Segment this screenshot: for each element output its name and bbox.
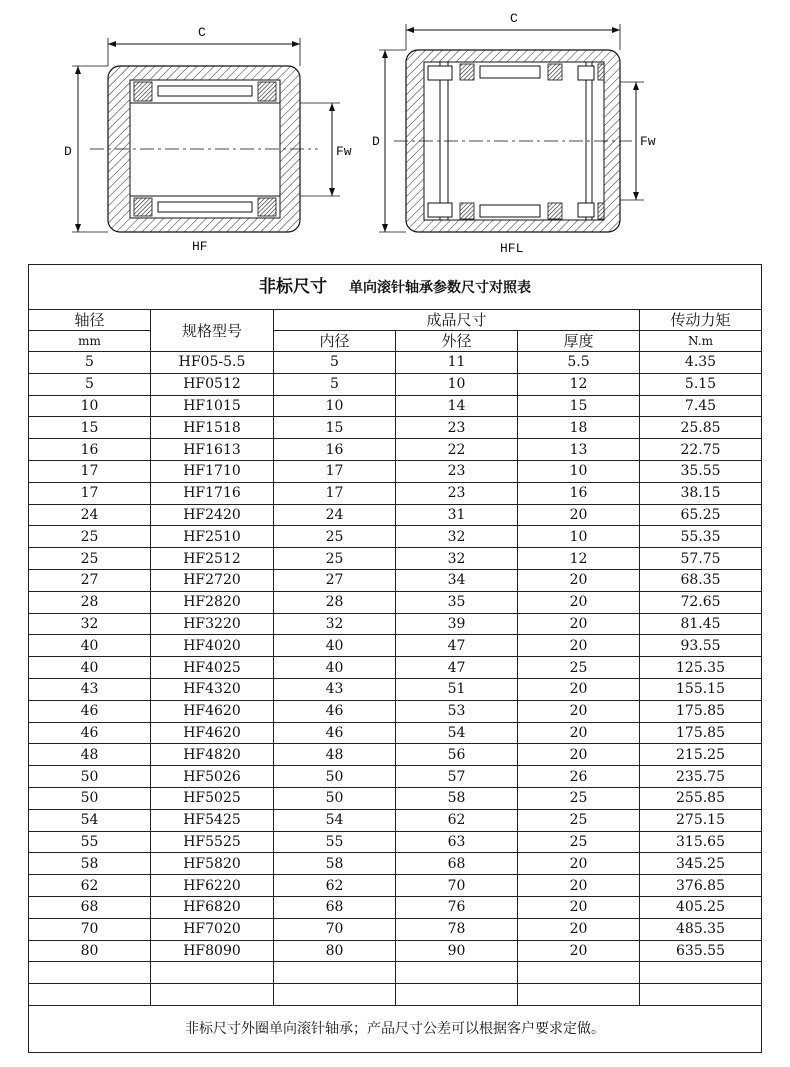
- cell-shaft: 62: [29, 875, 151, 897]
- cell-inner: 17: [274, 460, 396, 482]
- cell-shaft: 68: [29, 896, 151, 918]
- empty-cell: [640, 984, 762, 1006]
- cell-shaft: 54: [29, 809, 151, 831]
- cell-thickness: 25: [518, 809, 640, 831]
- cell-model: HF2512: [151, 548, 274, 570]
- cell-thickness: 18: [518, 417, 640, 439]
- table-row: [29, 787, 762, 809]
- cell-thickness: 12: [518, 548, 640, 570]
- cell-outer: 54: [396, 722, 518, 744]
- cell-torque: 35.55: [640, 460, 762, 482]
- cell-outer: 56: [396, 744, 518, 766]
- table-row: [29, 591, 762, 613]
- cell-inner: 50: [274, 766, 396, 788]
- cell-inner: 68: [274, 896, 396, 918]
- cell-outer: 31: [396, 504, 518, 526]
- cell-torque: 635.55: [640, 940, 762, 962]
- cell-shaft: 80: [29, 940, 151, 962]
- cell-outer: 90: [396, 940, 518, 962]
- empty-cell: [518, 962, 640, 984]
- table-row: [29, 744, 762, 766]
- table-row: [29, 678, 762, 700]
- cell-outer: 22: [396, 439, 518, 461]
- cell-outer: 76: [396, 896, 518, 918]
- cell-shaft: 15: [29, 417, 151, 439]
- cell-torque: 155.15: [640, 678, 762, 700]
- cell-torque: 38.15: [640, 482, 762, 504]
- empty-row: [29, 984, 762, 1006]
- cell-model: HF4820: [151, 744, 274, 766]
- hfl-dim-d: D: [372, 134, 380, 149]
- cell-model: HF2510: [151, 526, 274, 548]
- cell-model: HF5525: [151, 831, 274, 853]
- cell-shaft: 43: [29, 678, 151, 700]
- table-row: [29, 809, 762, 831]
- cell-inner: 16: [274, 439, 396, 461]
- table-row: [29, 548, 762, 570]
- cell-thickness: 20: [518, 940, 640, 962]
- cell-thickness: 10: [518, 460, 640, 482]
- cell-model: HF6220: [151, 875, 274, 897]
- table-row: [29, 460, 762, 482]
- cell-shaft: 70: [29, 918, 151, 940]
- header-row-2: [29, 331, 762, 352]
- table-row: [29, 831, 762, 853]
- hfl-drawing: [372, 11, 656, 256]
- hfl-dim-c: C: [510, 11, 518, 26]
- cell-thickness: 20: [518, 722, 640, 744]
- table-row: [29, 940, 762, 962]
- cell-torque: 81.45: [640, 613, 762, 635]
- cell-outer: 57: [396, 766, 518, 788]
- cell-torque: 175.85: [640, 722, 762, 744]
- cell-outer: 47: [396, 657, 518, 679]
- cell-thickness: 20: [518, 635, 640, 657]
- table-note: 非标尺寸外圈单向滚针轴承；产品尺寸公差可以根据客户要求定做。: [29, 1005, 762, 1052]
- cell-shaft: 17: [29, 482, 151, 504]
- cell-outer: 32: [396, 548, 518, 570]
- cell-model: HF2720: [151, 569, 274, 591]
- cell-outer: 70: [396, 875, 518, 897]
- cell-model: HF4020: [151, 635, 274, 657]
- cell-model: HF5820: [151, 853, 274, 875]
- note-row: [29, 1005, 762, 1052]
- cell-torque: 57.75: [640, 548, 762, 570]
- empty-cell: [274, 962, 396, 984]
- cell-torque: 255.85: [640, 787, 762, 809]
- table-row: [29, 896, 762, 918]
- cell-shaft: 32: [29, 613, 151, 635]
- cell-inner: 80: [274, 940, 396, 962]
- cell-thickness: 25: [518, 787, 640, 809]
- cell-thickness: 5.5: [518, 352, 640, 374]
- cell-outer: 78: [396, 918, 518, 940]
- cell-model: HF3220: [151, 613, 274, 635]
- cell-torque: 22.75: [640, 439, 762, 461]
- cell-model: HF5026: [151, 766, 274, 788]
- empty-row: [29, 962, 762, 984]
- cell-shaft: 46: [29, 700, 151, 722]
- cell-model: HF5025: [151, 787, 274, 809]
- table-row: [29, 635, 762, 657]
- cell-torque: 485.35: [640, 918, 762, 940]
- cell-inner: 50: [274, 787, 396, 809]
- cell-shaft: 25: [29, 548, 151, 570]
- cell-model: HF1710: [151, 460, 274, 482]
- cell-thickness: 16: [518, 482, 640, 504]
- cell-torque: 65.25: [640, 504, 762, 526]
- cell-model: HF4620: [151, 722, 274, 744]
- title-sub: 单向滚针轴承参数尺寸对照表: [349, 279, 531, 296]
- cell-thickness: 13: [518, 439, 640, 461]
- table-row: [29, 722, 762, 744]
- header-shaft-unit: mm: [29, 331, 151, 352]
- hf-dim-d: D: [64, 144, 72, 159]
- table-row: [29, 918, 762, 940]
- cell-inner: 40: [274, 635, 396, 657]
- cell-shaft: 24: [29, 504, 151, 526]
- cell-inner: 5: [274, 352, 396, 374]
- spec-table: [28, 264, 762, 1053]
- cell-shaft: 40: [29, 635, 151, 657]
- cell-thickness: 20: [518, 569, 640, 591]
- table-row: [29, 417, 762, 439]
- empty-cell: [274, 984, 396, 1006]
- cell-thickness: 10: [518, 526, 640, 548]
- empty-cell: [29, 984, 151, 1006]
- table-row: [29, 875, 762, 897]
- cell-torque: 93.55: [640, 635, 762, 657]
- cell-inner: 46: [274, 700, 396, 722]
- cell-shaft: 5: [29, 352, 151, 374]
- cell-torque: 376.85: [640, 875, 762, 897]
- cell-inner: 32: [274, 613, 396, 635]
- cell-outer: 68: [396, 853, 518, 875]
- cell-outer: 23: [396, 417, 518, 439]
- header-torque: 传动力矩: [640, 310, 762, 331]
- cell-thickness: 20: [518, 700, 640, 722]
- cell-inner: 62: [274, 875, 396, 897]
- table-row: [29, 657, 762, 679]
- cell-shaft: 5: [29, 373, 151, 395]
- header-inner: 内径: [274, 331, 396, 352]
- cell-model: HF7020: [151, 918, 274, 940]
- cell-inner: 40: [274, 657, 396, 679]
- header-thickness: 厚度: [518, 331, 640, 352]
- cell-torque: 405.25: [640, 896, 762, 918]
- cell-inner: 10: [274, 395, 396, 417]
- table-row: [29, 373, 762, 395]
- cell-thickness: 20: [518, 896, 640, 918]
- cell-inner: 28: [274, 591, 396, 613]
- table-row: [29, 766, 762, 788]
- cell-shaft: 25: [29, 526, 151, 548]
- cell-outer: 11: [396, 352, 518, 374]
- cell-torque: 235.75: [640, 766, 762, 788]
- table-row: [29, 569, 762, 591]
- cell-thickness: 25: [518, 657, 640, 679]
- cell-inner: 46: [274, 722, 396, 744]
- table-row: [29, 613, 762, 635]
- cell-thickness: 20: [518, 613, 640, 635]
- cell-inner: 17: [274, 482, 396, 504]
- header-outer: 外径: [396, 331, 518, 352]
- cell-torque: 55.35: [640, 526, 762, 548]
- cell-outer: 23: [396, 460, 518, 482]
- hfl-dim-fw: Fw: [640, 134, 656, 149]
- cell-inner: 54: [274, 809, 396, 831]
- cell-outer: 34: [396, 569, 518, 591]
- header-finished: 成品尺寸: [274, 310, 640, 331]
- cell-outer: 47: [396, 635, 518, 657]
- title-main: 非标尺寸: [259, 276, 327, 297]
- cell-inner: 27: [274, 569, 396, 591]
- cell-model: HF05-5.5: [151, 352, 274, 374]
- cell-outer: 32: [396, 526, 518, 548]
- cell-outer: 63: [396, 831, 518, 853]
- table-row: [29, 526, 762, 548]
- cell-inner: 70: [274, 918, 396, 940]
- cell-torque: 345.25: [640, 853, 762, 875]
- cell-model: HF2820: [151, 591, 274, 613]
- cell-inner: 25: [274, 526, 396, 548]
- hf-label: HF: [192, 239, 208, 254]
- cell-thickness: 25: [518, 831, 640, 853]
- title-row: [29, 265, 762, 310]
- bearing-drawings: [0, 0, 790, 262]
- cell-torque: 4.35: [640, 352, 762, 374]
- cell-torque: 125.35: [640, 657, 762, 679]
- empty-cell: [518, 984, 640, 1006]
- empty-cell: [640, 962, 762, 984]
- cell-thickness: 20: [518, 875, 640, 897]
- cell-model: HF0512: [151, 373, 274, 395]
- cell-model: HF4620: [151, 700, 274, 722]
- cell-model: HF1518: [151, 417, 274, 439]
- table-row: [29, 352, 762, 374]
- cell-outer: 23: [396, 482, 518, 504]
- hf-dim-c: C: [198, 25, 206, 40]
- cell-inner: 24: [274, 504, 396, 526]
- empty-cell: [396, 984, 518, 1006]
- cell-thickness: 20: [518, 744, 640, 766]
- table-row: [29, 395, 762, 417]
- table-row: [29, 853, 762, 875]
- cell-torque: 175.85: [640, 700, 762, 722]
- cell-inner: 15: [274, 417, 396, 439]
- cell-shaft: 28: [29, 591, 151, 613]
- cell-thickness: 15: [518, 395, 640, 417]
- cell-outer: 62: [396, 809, 518, 831]
- cell-model: HF4320: [151, 678, 274, 700]
- cell-outer: 58: [396, 787, 518, 809]
- cell-shaft: 10: [29, 395, 151, 417]
- cell-model: HF1015: [151, 395, 274, 417]
- cell-inner: 55: [274, 831, 396, 853]
- cell-thickness: 20: [518, 853, 640, 875]
- header-shaft: 轴径: [29, 310, 151, 331]
- cell-outer: 53: [396, 700, 518, 722]
- cell-torque: 25.85: [640, 417, 762, 439]
- cell-shaft: 27: [29, 569, 151, 591]
- header-torque-unit: N.m: [640, 331, 762, 352]
- cell-shaft: 50: [29, 766, 151, 788]
- table-row: [29, 700, 762, 722]
- cell-shaft: 48: [29, 744, 151, 766]
- empty-cell: [151, 962, 274, 984]
- cell-thickness: 20: [518, 678, 640, 700]
- hf-dim-fw: Fw: [336, 144, 352, 159]
- cell-torque: 72.65: [640, 591, 762, 613]
- header-model: 规格型号: [151, 310, 274, 352]
- cell-inner: 5: [274, 373, 396, 395]
- cell-torque: 275.15: [640, 809, 762, 831]
- table-title: [29, 265, 762, 310]
- cell-torque: 5.15: [640, 373, 762, 395]
- cell-inner: 43: [274, 678, 396, 700]
- empty-cell: [396, 962, 518, 984]
- empty-cell: [29, 962, 151, 984]
- cell-outer: 14: [396, 395, 518, 417]
- cell-inner: 58: [274, 853, 396, 875]
- cell-shaft: 40: [29, 657, 151, 679]
- cell-shaft: 50: [29, 787, 151, 809]
- cell-thickness: 12: [518, 373, 640, 395]
- cell-inner: 48: [274, 744, 396, 766]
- cell-outer: 51: [396, 678, 518, 700]
- cell-shaft: 46: [29, 722, 151, 744]
- cell-model: HF5425: [151, 809, 274, 831]
- cell-shaft: 17: [29, 460, 151, 482]
- cell-model: HF2420: [151, 504, 274, 526]
- cell-inner: 25: [274, 548, 396, 570]
- cell-model: HF1613: [151, 439, 274, 461]
- hf-drawing: [64, 25, 352, 254]
- hfl-label: HFL: [500, 241, 524, 256]
- cell-shaft: 16: [29, 439, 151, 461]
- cell-outer: 35: [396, 591, 518, 613]
- cell-torque: 315.65: [640, 831, 762, 853]
- table-row: [29, 439, 762, 461]
- cell-shaft: 58: [29, 853, 151, 875]
- cell-shaft: 55: [29, 831, 151, 853]
- cell-torque: 68.35: [640, 569, 762, 591]
- cell-outer: 39: [396, 613, 518, 635]
- cell-thickness: 26: [518, 766, 640, 788]
- cell-model: HF6820: [151, 896, 274, 918]
- cell-model: HF1716: [151, 482, 274, 504]
- cell-model: HF8090: [151, 940, 274, 962]
- cell-outer: 10: [396, 373, 518, 395]
- cell-thickness: 20: [518, 918, 640, 940]
- cell-torque: 7.45: [640, 395, 762, 417]
- empty-cell: [151, 984, 274, 1006]
- cell-thickness: 20: [518, 504, 640, 526]
- table-row: [29, 482, 762, 504]
- table-row: [29, 504, 762, 526]
- cell-model: HF4025: [151, 657, 274, 679]
- cell-thickness: 20: [518, 591, 640, 613]
- cell-torque: 215.25: [640, 744, 762, 766]
- header-row-1: [29, 310, 762, 331]
